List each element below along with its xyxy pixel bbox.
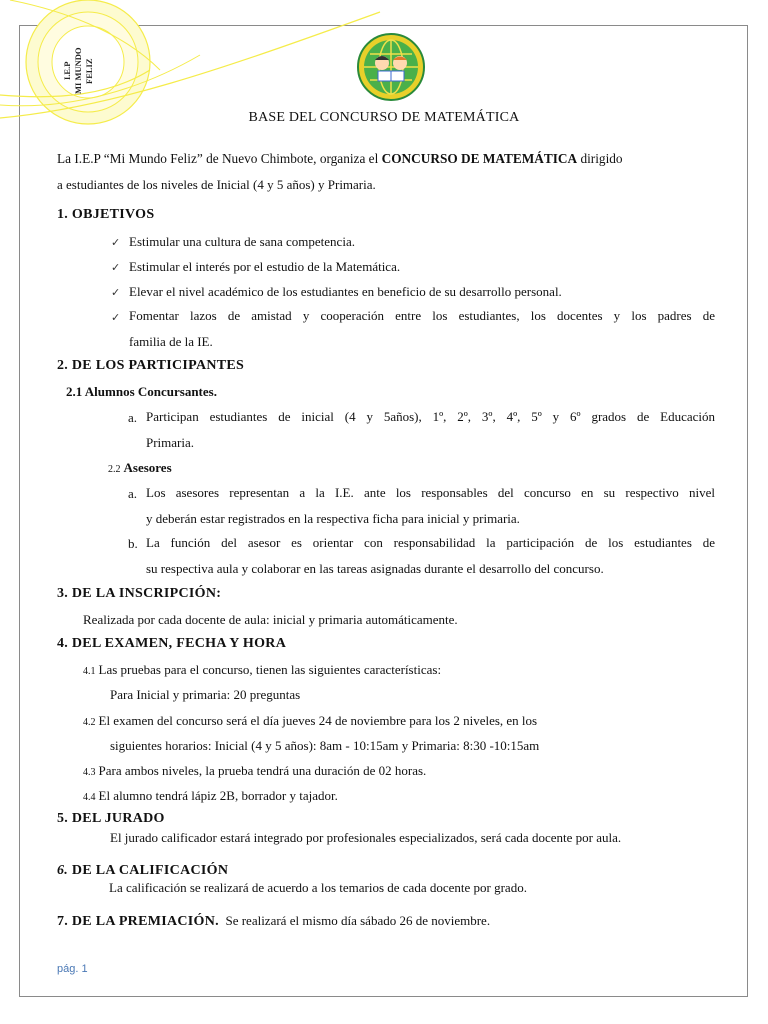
asesores-item-b-continued: su respectiva aula y colaborar en las tareas asignadas durante el desarrollo del concurso. [146, 561, 604, 576]
calificacion-text: La calificación se realizará de acuerdo a los temarios de cada docente por grado. [109, 880, 527, 895]
alumnos-item-a: Participan estudiantes de inicial (4 y 5años), 1º, 2º, 3º, 4º, 5º y 6º grados de Educación [146, 409, 715, 424]
school-logo-text: I.E.P MI MUNDO FELIZ [62, 47, 94, 95]
objective-item: Estimular el interés por el estudio de la Matemática. [129, 259, 401, 274]
section-premiacion: 7. DE LA PREMIACIÓN. Se realizará el mismo día sábado 26 de noviembre. [57, 913, 491, 929]
objective-item-continued: familia de la IE. [129, 334, 213, 349]
section-inscripcion-heading: 3. DE LA INSCRIPCIÓN: [57, 586, 222, 601]
document-title: BASE DEL CONCURSO DE MATEMÁTICA [248, 110, 520, 125]
school-emblem [356, 32, 426, 102]
list-marker: a. [128, 410, 138, 425]
examen-item-1-detail: Para Inicial y primaria: 20 preguntas [110, 687, 301, 702]
section-calificacion-heading: 6. DE LA CALIFICACIÓN [57, 863, 229, 878]
intro-line-2: a estudiantes de los niveles de Inicial (4 y 5 años) y Primaria. [57, 177, 376, 192]
alumnos-item-a-continued: Primaria. [146, 435, 195, 450]
objective-item: Fomentar lazos de amistad y cooperación entre los estudiantes, los docentes y los padres de [129, 308, 715, 323]
jurado-text: El jurado calificador estará integrado por profesionales especializados, será cada docente por aula. [110, 830, 622, 845]
list-marker: a. [128, 486, 138, 501]
examen-item-4: 4.4 El alumno tendrá lápiz 2B, borrador y tajador. [83, 788, 338, 803]
list-marker: b. [128, 536, 138, 551]
objective-item: Elevar el nivel académico de los estudiantes en beneficio de su desarrollo personal. [129, 284, 562, 299]
asesores-item-a: Los asesores representan a la I.E. ante los responsables del concurso en su respectivo nivel [146, 485, 715, 500]
check-icon: ✓ [111, 312, 121, 324]
examen-item-3: 4.3 Para ambos niveles, la prueba tendrá una duración de 02 horas. [83, 763, 427, 778]
section-participantes-heading: 2. DE LOS PARTICIPANTES [57, 358, 245, 373]
page-number: pág. 1 [57, 963, 88, 975]
section-objetivos-heading: 1. OBJETIVOS [57, 207, 155, 222]
examen-item-2-schedule: siguientes horarios: Inicial (4 y 5 años): 8am - 10:15am y Primaria: 8:30 -10:15am [110, 738, 540, 753]
check-icon: ✓ [111, 237, 121, 249]
subsection-alumnos-heading: 2.1 Alumnos Concursantes. [66, 384, 217, 399]
objective-item: Estimular una cultura de sana competencia. [129, 234, 355, 249]
inscripcion-text: Realizada por cada docente de aula: inicial y primaria automáticamente. [83, 612, 458, 627]
intro-line-1: La I.E.P “Mi Mundo Feliz” de Nuevo Chimbote, organiza el CONCURSO DE MATEMÁTICA dirigido [57, 151, 623, 166]
check-icon: ✓ [111, 262, 121, 274]
check-icon: ✓ [111, 287, 121, 299]
asesores-item-a-continued: y deberán estar registrados en la respectiva ficha para inicial y primaria. [146, 511, 520, 526]
section-jurado-heading: 5. DEL JURADO [57, 811, 165, 826]
examen-item-1: 4.1 Las pruebas para el concurso, tienen las siguientes características: [83, 662, 442, 677]
subsection-asesores-heading: 2.2 Asesores [108, 460, 172, 475]
examen-item-2: 4.2 El examen del concurso será el día jueves 24 de noviembre para los 2 niveles, en los [83, 713, 538, 728]
asesores-item-b: La función del asesor es orientar con responsabilidad la participación de los estudiantes de [146, 535, 715, 550]
section-examen-heading: 4. DEL EXAMEN, FECHA Y HORA [57, 636, 287, 651]
